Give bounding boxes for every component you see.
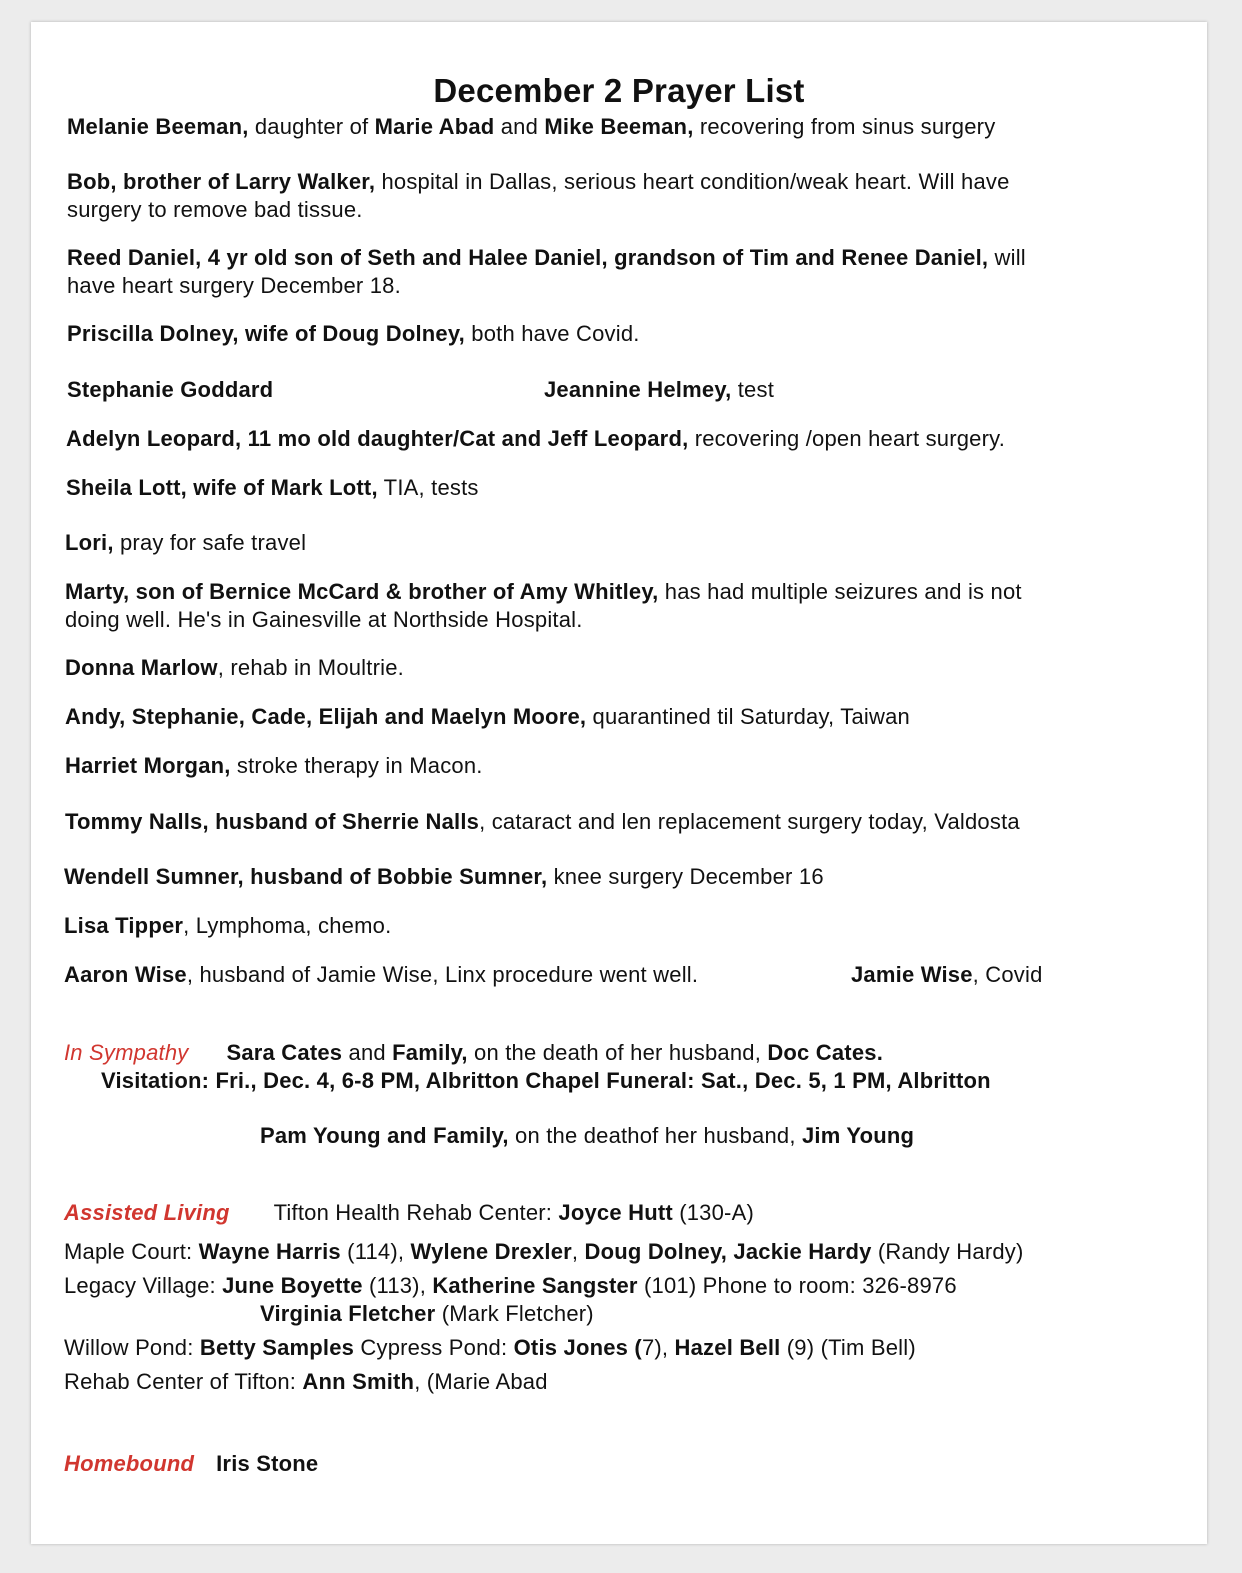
sympathy-text-1: [226, 1040, 883, 1065]
detail-text: Willow Pond:: [64, 1335, 200, 1360]
name-text: Lisa Tipper: [64, 913, 184, 938]
name-text: Joyce Hutt: [558, 1200, 673, 1225]
name-text: Doug Dolney,: [584, 1239, 728, 1264]
prayer-entry: [64, 863, 824, 891]
assisted-heading-line: [64, 1199, 754, 1227]
detail-text: test: [731, 377, 775, 402]
prayer-list-page: [31, 22, 1207, 1544]
assisted-line: [64, 1334, 916, 1362]
detail-text: pray for safe travel: [113, 530, 307, 555]
prayer-entry: [66, 474, 479, 502]
name-text: Aaron Wise: [64, 962, 187, 987]
detail-text: knee surgery December 16: [547, 864, 824, 889]
detail-text: , rehab in Moultrie.: [217, 655, 404, 680]
name-text: Wendell Sumner, husband of Bobbie Sumner,: [64, 864, 548, 889]
detail-text: and: [494, 114, 545, 139]
assisted-line: [260, 1300, 594, 1328]
detail-text: , Lymphoma, chemo.: [183, 913, 392, 938]
detail-text: Tifton Health Rehab Center:: [273, 1200, 559, 1225]
assisted-heading: Assisted Living: [64, 1200, 230, 1225]
detail-text: 7),: [641, 1335, 675, 1360]
detail-text: (113),: [362, 1273, 433, 1298]
homebound-name: Iris Stone: [216, 1451, 319, 1476]
assisted-line: [64, 1272, 957, 1300]
detail-text: on the death of her husband,: [467, 1040, 768, 1065]
detail-text: ,: [571, 1239, 585, 1264]
name-text: Jamie Wise: [851, 962, 973, 987]
prayer-entry: [65, 703, 910, 731]
detail-text: (9) (Tim Bell): [780, 1335, 916, 1360]
detail-text: (101) Phone to room: 326-8976: [637, 1273, 957, 1298]
page-title: December 2 Prayer List: [433, 72, 805, 109]
detail-text: recovering /open heart surgery.: [688, 426, 1006, 451]
detail-text: on the deathof her husband,: [508, 1123, 802, 1148]
assisted-head-text: [274, 1200, 754, 1225]
name-text: Reed Daniel, 4 yr old son of Seth and Halee Daniel, grandson of Tim and Renee Daniel,: [67, 245, 989, 270]
name-text: Katherine Sangster: [432, 1273, 638, 1298]
name-text: Jackie Hardy: [733, 1239, 872, 1264]
detail-text: quarantined til Saturday, Taiwan: [586, 704, 910, 729]
detail-text: Cypress Pond:: [354, 1335, 514, 1360]
prayer-entry-continuation: surgery to remove bad tissue.: [67, 197, 363, 222]
prayer-entry: [64, 912, 391, 940]
name-text: Visitation: Fri., Dec. 4, 6-8 PM, Albritton Chapel Funeral: Sat., Dec. 5, 1 PM, Albritton: [101, 1068, 991, 1093]
name-text: Sara Cates: [226, 1040, 343, 1065]
detail-text: , cataract and len replacement surgery today, Valdosta: [479, 809, 1020, 834]
detail-text: (130-A): [672, 1200, 754, 1225]
detail-text: , Covid: [972, 962, 1043, 987]
name-text: Family,: [392, 1040, 468, 1065]
name-text: Tommy Nalls, husband of Sherrie Nalls: [65, 809, 480, 834]
prayer-entry: [67, 168, 1010, 196]
prayer-entry-right: [544, 376, 774, 404]
sympathy-line-1: [64, 1039, 883, 1067]
prayer-entry: [65, 654, 404, 682]
name-text: Marie Abad: [374, 114, 495, 139]
prayer-entry: [67, 376, 273, 404]
name-text: Virginia Fletcher: [260, 1301, 436, 1326]
prayer-entry: [65, 752, 483, 780]
prayer-entry: [65, 808, 1020, 836]
homebound-heading: Homebound: [64, 1451, 195, 1476]
prayer-entry: [65, 529, 306, 557]
detail-text: daughter of: [248, 114, 375, 139]
detail-text: , (Marie Abad: [414, 1369, 548, 1394]
prayer-entry: [67, 113, 995, 141]
name-text: Sheila Lott, wife of Mark Lott,: [66, 475, 378, 500]
detail-text: Legacy Village:: [64, 1273, 223, 1298]
detail-text: (114),: [340, 1239, 411, 1264]
sympathy-line-2: [101, 1067, 991, 1095]
name-text: Lori,: [65, 530, 114, 555]
name-text: Pam Young and Family,: [260, 1123, 509, 1148]
prayer-entry: [64, 961, 698, 989]
detail-text: recovering from sinus surgery: [693, 114, 996, 139]
name-text: Otis Jones (: [513, 1335, 642, 1360]
name-text: Melanie Beeman,: [67, 114, 249, 139]
detail-text: (Randy Hardy): [871, 1239, 1024, 1264]
detail-text: stroke therapy in Macon.: [230, 753, 483, 778]
name-text: Mike Beeman,: [544, 114, 694, 139]
prayer-entry: [67, 244, 1026, 272]
detail-text: hospital in Dallas, serious heart condition/weak heart. Will have: [375, 169, 1010, 194]
name-text: Hazel Bell: [674, 1335, 781, 1360]
name-text: Betty Samples: [199, 1335, 355, 1360]
detail-text: will: [988, 245, 1026, 270]
name-text: Andy, Stephanie, Cade, Elijah and Maelyn Moore,: [65, 704, 587, 729]
prayer-entry-continuation: doing well. He's in Gainesville at Northside Hospital.: [65, 607, 583, 632]
prayer-entry: [67, 320, 640, 348]
detail-text: Maple Court:: [64, 1239, 199, 1264]
prayer-entry: [65, 578, 1022, 606]
sympathy-heading: In Sympathy: [64, 1040, 189, 1065]
name-text: Stephanie Goddard: [67, 377, 274, 402]
name-text: Bob, brother of Larry Walker,: [67, 169, 376, 194]
name-text: Priscilla Dolney, wife of Doug Dolney,: [67, 321, 465, 346]
name-text: Wayne Harris: [198, 1239, 341, 1264]
sympathy-line-3: [260, 1122, 914, 1150]
prayer-entry: [66, 425, 1005, 453]
name-text: Adelyn Leopard, 11 mo old daughter/Cat and Jeff Leopard,: [66, 426, 689, 451]
prayer-entry-right: [851, 961, 1043, 989]
detail-text: Rehab Center of Tifton:: [64, 1369, 303, 1394]
assisted-line: [64, 1238, 1024, 1266]
name-text: Ann Smith: [302, 1369, 415, 1394]
detail-text: has had multiple seizures and is not: [658, 579, 1022, 604]
name-text: Harriet Morgan,: [65, 753, 231, 778]
name-text: June Boyette: [222, 1273, 363, 1298]
name-text: Doc Cates.: [767, 1040, 884, 1065]
name-text: Jim Young: [801, 1123, 915, 1148]
detail-text: TIA, tests: [377, 475, 479, 500]
detail-text: and: [342, 1040, 393, 1065]
name-text: Jeannine Helmey,: [544, 377, 732, 402]
name-text: Donna Marlow: [65, 655, 218, 680]
prayer-entry-continuation: have heart surgery December 18.: [67, 273, 401, 298]
detail-text: , husband of Jamie Wise, Linx procedure went well.: [186, 962, 699, 987]
assisted-line: [64, 1368, 548, 1396]
name-text: Wylene Drexler: [410, 1239, 572, 1264]
name-text: Marty, son of Bernice McCard & brother of Amy Whitley,: [65, 579, 659, 604]
detail-text: both have Covid.: [464, 321, 640, 346]
detail-text: (Mark Fletcher): [435, 1301, 594, 1326]
homebound-line: [64, 1450, 318, 1478]
